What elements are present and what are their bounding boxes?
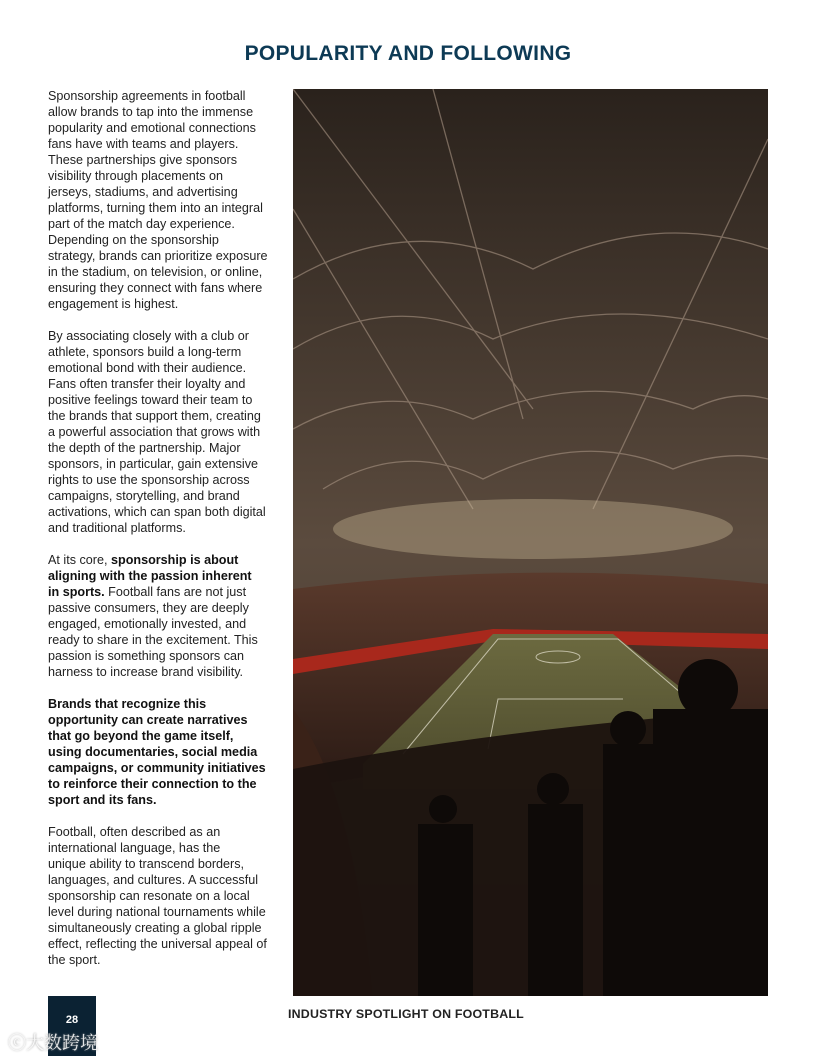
text-line: a powerful association that grows with [48, 425, 261, 439]
text-line: jerseys, stadiums, and advertising [48, 185, 238, 199]
text-line: rights to use the sponsorship across [48, 473, 250, 487]
bold-text: using documentaries, social media [48, 745, 258, 759]
text-line [48, 760, 283, 776]
text-line: unique ability to transcend borders, [48, 857, 245, 871]
text-line [48, 568, 283, 584]
text-line [48, 728, 283, 744]
text-line [48, 792, 283, 808]
text-line: ready to share in the excitement. This [48, 633, 258, 647]
text-line: Sponsorship agreements in football [48, 89, 246, 103]
text-line: allow brands to tap into the immense [48, 105, 254, 119]
text-line: effect, reflecting the universal appeal of [48, 937, 267, 951]
text-line [48, 696, 283, 712]
text-line [48, 552, 283, 568]
text-segment: Football fans are not just [104, 585, 247, 599]
text-line: harness to increase brand visibility. [48, 665, 244, 679]
text-line: languages, and cultures. A successful [48, 873, 259, 887]
text-line: By associating closely with a club or [48, 329, 249, 343]
text-line: Football, often described as an [48, 825, 221, 839]
bold-text: that go beyond the game itself, [48, 729, 234, 743]
paragraph [48, 328, 283, 536]
text-line: popularity and emotional connections [48, 121, 256, 135]
text-line: athlete, sponsors build a long-term [48, 345, 242, 359]
text-line: passion is something sponsors can [48, 649, 245, 663]
text-line: part of the match day experience. [48, 217, 235, 231]
text-line: engaged, emotionally invested, and [48, 617, 247, 631]
text-line: Fans often transfer their loyalty and [48, 377, 246, 391]
text-line [48, 584, 283, 600]
text-line: sponsorship can resonate on a local [48, 889, 250, 903]
page-number: 28 [65, 1014, 79, 1026]
paragraph [48, 552, 283, 680]
text-line: ensuring they connect with fans where [48, 281, 263, 295]
text-line: the depth of the partnership. Major [48, 441, 241, 455]
text-line [48, 776, 283, 792]
text-line: the brands that support them, creating [48, 409, 261, 423]
text-line: in the stadium, on television, or online, [48, 265, 263, 279]
text-line: visibility through placements on [48, 169, 224, 183]
text-line: the sport. [48, 953, 101, 967]
text-line: level during national tournaments while [48, 905, 266, 919]
paragraph [48, 88, 283, 312]
bold-text: opportunity can create narratives [48, 713, 248, 727]
bold-text: to reinforce their connection to the [48, 777, 257, 791]
stadium-photo [293, 89, 768, 996]
text-line: passive consumers, they are deeply [48, 601, 249, 615]
text-line: engagement is highest. [48, 297, 179, 311]
text-line: positive feelings toward their team to [48, 393, 253, 407]
bold-text: in sports. [48, 585, 105, 599]
text-segment: At its core, [48, 553, 111, 567]
text-line: international language, has the [48, 841, 221, 855]
stadium-image [293, 89, 768, 996]
paragraph [48, 824, 283, 968]
text-line: fans have with teams and players. [48, 137, 239, 151]
text-line: strategy, brands can prioritize exposure [48, 249, 268, 263]
bold-text: sponsorship is about [111, 553, 239, 567]
text-line: emotional bond with their audience. [48, 361, 247, 375]
page-title: POPULARITY AND FOLLOWING [244, 42, 572, 65]
bold-text: Brands that recognize this [48, 697, 207, 711]
body-text-column [48, 88, 283, 984]
text-line [48, 712, 283, 728]
text-line: activations, which can span both digital [48, 505, 266, 519]
text-line: Depending on the sponsorship [48, 233, 219, 247]
text-line [48, 744, 283, 760]
text-line: campaigns, storytelling, and brand [48, 489, 240, 503]
text-line: These partnerships give sponsors [48, 153, 238, 167]
paragraph [48, 696, 283, 808]
text-line: platforms, turning them into an integral [48, 201, 263, 215]
footer-title: INDUSTRY SPOTLIGHT ON FOOTBALL [288, 1007, 524, 1021]
text-line: simultaneously creating a global ripple [48, 921, 262, 935]
text-line: and traditional platforms. [48, 521, 186, 535]
bold-text: campaigns, or community initiatives [48, 761, 266, 775]
bold-text: aligning with the passion inherent [48, 569, 252, 583]
text-line: sponsors, in particular, gain extensive [48, 457, 259, 471]
watermark-logo: ⓒ大数跨境 [8, 1033, 98, 1054]
bold-text: sport and its fans. [48, 793, 157, 807]
